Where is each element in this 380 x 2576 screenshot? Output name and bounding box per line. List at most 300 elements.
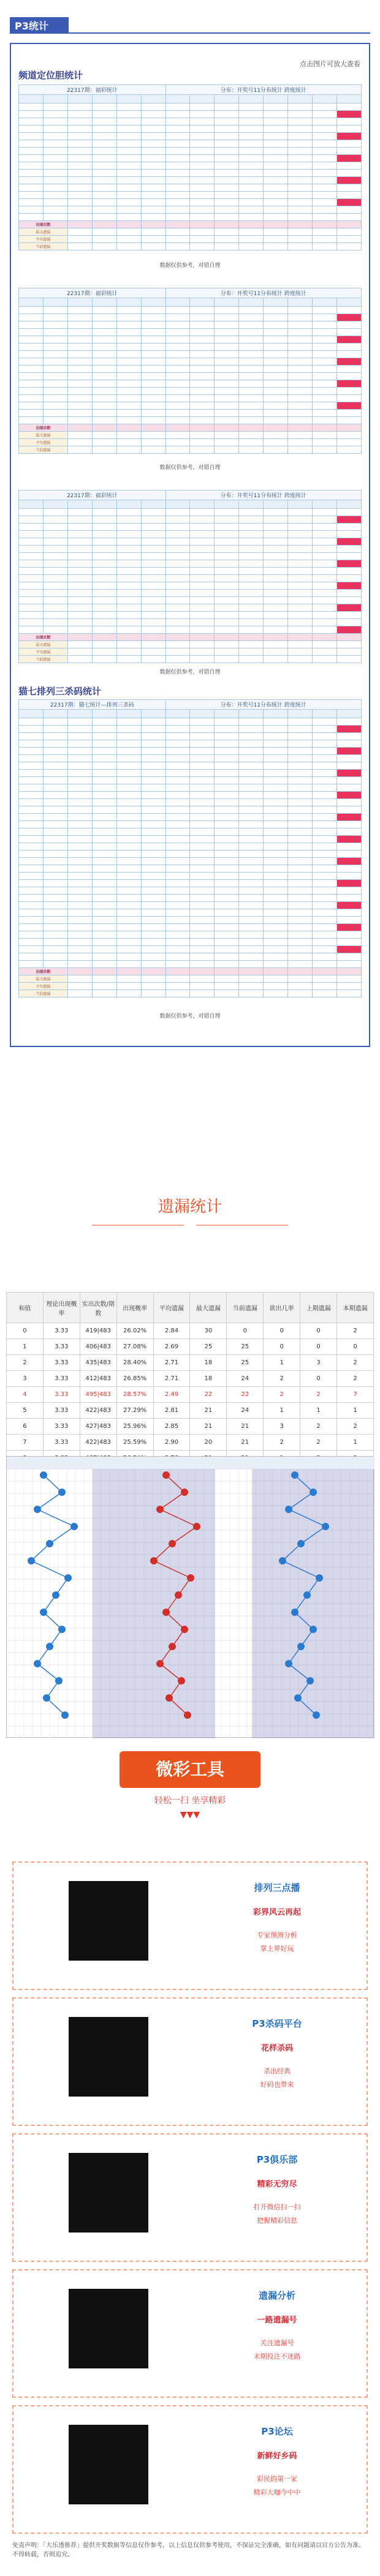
summary-row — [19, 228, 362, 236]
tools-arrows-icon: ▼▼▼ — [180, 1810, 200, 1820]
stat-cell: 21 — [190, 1403, 227, 1419]
table-row — [19, 133, 362, 140]
table-cell — [264, 546, 288, 553]
table-cell — [19, 192, 44, 199]
qr-code-icon — [69, 2153, 148, 2232]
table-cell — [336, 336, 361, 344]
table-cell — [43, 568, 67, 575]
table-row — [19, 887, 362, 895]
table-cell — [239, 755, 264, 762]
table-cell — [313, 880, 337, 887]
summary-cell — [190, 641, 215, 648]
table-cell — [67, 417, 92, 424]
table-cell — [141, 917, 165, 924]
table-cell — [141, 344, 165, 351]
table-row — [19, 184, 362, 192]
table-cell — [190, 516, 215, 524]
table-cell — [215, 192, 239, 199]
table-cell — [116, 148, 141, 155]
table-cell — [67, 792, 92, 799]
table-cell — [215, 814, 239, 821]
stat-row — [7, 1419, 374, 1435]
table-cell — [116, 126, 141, 133]
table-cell — [239, 828, 264, 836]
summary-cell — [336, 243, 361, 250]
table-cell — [336, 961, 361, 968]
table-cell — [313, 546, 337, 553]
table-cell — [165, 880, 190, 887]
table-cell — [313, 814, 337, 821]
summary-cell — [92, 648, 116, 656]
table-cell — [190, 321, 215, 329]
summary-row — [19, 990, 362, 997]
table-cell — [165, 590, 190, 597]
table-cell — [116, 214, 141, 221]
table-row — [19, 199, 362, 206]
table-cell — [336, 604, 361, 612]
table-cell — [141, 931, 165, 939]
table-cell — [190, 531, 215, 538]
table-cell — [43, 604, 67, 612]
table-cell — [264, 321, 288, 329]
table-cell — [264, 902, 288, 909]
table-cell — [264, 192, 288, 199]
table-row — [19, 103, 362, 111]
summary-cell — [190, 656, 215, 663]
stat-cell: 3 — [300, 1355, 337, 1371]
header-cell — [141, 710, 165, 718]
summary-cell — [336, 432, 361, 439]
table-cell — [215, 321, 239, 329]
table-cell — [92, 604, 116, 612]
summary-cell — [190, 968, 215, 975]
summary-cell — [67, 641, 92, 648]
table-cell — [288, 612, 313, 619]
summary-cell — [165, 990, 190, 997]
table-row — [19, 388, 362, 395]
table-cell — [141, 733, 165, 740]
table-cell — [336, 531, 361, 538]
summary-cell — [190, 648, 215, 656]
table-cell — [190, 546, 215, 553]
table-cell — [288, 199, 313, 206]
table-cell — [313, 612, 337, 619]
table-cell — [141, 177, 165, 184]
table-cell — [215, 612, 239, 619]
header-cell — [313, 500, 337, 509]
table-cell — [288, 784, 313, 792]
table-cell — [288, 358, 313, 366]
table-cell — [239, 895, 264, 902]
summary-cell — [190, 990, 215, 997]
table-cell — [288, 851, 313, 858]
header-cell — [313, 298, 337, 307]
summary-row — [19, 243, 362, 250]
summary-cell — [264, 221, 288, 228]
table-cell — [165, 568, 190, 575]
table-cell — [215, 329, 239, 336]
table-cell — [165, 821, 190, 828]
table-cell — [165, 931, 190, 939]
table-cell — [67, 192, 92, 199]
table-cell — [264, 344, 288, 351]
header-cell — [239, 710, 264, 718]
table-cell — [141, 718, 165, 726]
table-cell — [165, 170, 190, 177]
table-row — [19, 140, 362, 148]
table-cell — [165, 762, 190, 770]
table-cell — [239, 553, 264, 560]
table-cell — [43, 821, 67, 828]
table-cell — [313, 865, 337, 873]
table-cell — [288, 531, 313, 538]
table-cell — [116, 155, 141, 162]
table-cell — [288, 314, 313, 321]
table-cell — [336, 184, 361, 192]
table-cell — [92, 626, 116, 634]
summary-cell — [215, 221, 239, 228]
table-cell — [116, 821, 141, 828]
summary-cell — [141, 439, 165, 446]
table-cell — [67, 582, 92, 590]
stat-cell: 406|483 — [80, 1339, 116, 1355]
table-cell — [165, 516, 190, 524]
table-cell — [313, 516, 337, 524]
table-cell — [239, 314, 264, 321]
table-cell — [67, 604, 92, 612]
summary-cell — [165, 968, 190, 975]
summary-cell — [264, 236, 288, 243]
summary-cell — [264, 990, 288, 997]
stat-cell: 25.96% — [116, 1419, 153, 1435]
summary-cell — [92, 641, 116, 648]
table-cell — [43, 351, 67, 358]
table-cell — [43, 784, 67, 792]
table-row — [19, 777, 362, 784]
table-row — [19, 516, 362, 524]
table-cell — [67, 814, 92, 821]
table-cell — [288, 909, 313, 917]
table-cell — [288, 538, 313, 546]
table-cell — [116, 597, 141, 604]
table-cell — [190, 307, 215, 314]
table-cell — [141, 192, 165, 199]
table-cell — [190, 162, 215, 170]
table-cell — [239, 946, 264, 953]
table-cell — [239, 192, 264, 199]
table-cell — [165, 582, 190, 590]
table-cell — [116, 162, 141, 170]
table-cell — [116, 953, 141, 961]
table-cell — [264, 184, 288, 192]
table-cell — [190, 843, 215, 851]
stat-header: 和值 — [7, 1293, 44, 1323]
table-cell — [288, 619, 313, 626]
stat-cell: 1 — [264, 1355, 300, 1371]
table-cell — [92, 162, 116, 170]
table-cell — [43, 931, 67, 939]
table-cell — [215, 902, 239, 909]
table-cell — [141, 755, 165, 762]
table-cell — [92, 939, 116, 946]
summary-cell — [336, 983, 361, 990]
table-cell — [141, 784, 165, 792]
summary-row — [19, 968, 362, 975]
summary-cell — [141, 446, 165, 454]
table-cell — [190, 770, 215, 777]
table-row — [19, 307, 362, 314]
table-cell — [116, 307, 141, 314]
table-cell — [19, 148, 44, 155]
table-cell — [116, 909, 141, 917]
summary-cell — [313, 243, 337, 250]
table-cell — [43, 321, 67, 329]
table-cell — [165, 336, 190, 344]
table-cell — [19, 560, 44, 568]
table-cell — [67, 118, 92, 126]
summary-cell — [239, 641, 264, 648]
table-cell — [165, 909, 190, 917]
table-cell — [92, 799, 116, 806]
table-cell — [336, 366, 361, 373]
table-cell — [19, 887, 44, 895]
table-cell — [92, 821, 116, 828]
table-cell — [190, 192, 215, 199]
table-cell — [336, 799, 361, 806]
table-cell — [336, 538, 361, 546]
stat-cell: 3.33 — [43, 1419, 80, 1435]
card-line: 精彩大咖今中中 — [253, 2488, 301, 2496]
card-line: 关注遗漏号 — [260, 2339, 294, 2347]
table-cell — [165, 126, 190, 133]
table-cell — [165, 806, 190, 814]
card-line: 杀出经典 — [264, 2067, 291, 2075]
table-cell — [264, 851, 288, 858]
table-cell — [215, 619, 239, 626]
table-cell — [19, 351, 44, 358]
table-cell — [165, 177, 190, 184]
table-cell — [19, 568, 44, 575]
summary-cell — [67, 634, 92, 641]
table-cell — [288, 118, 313, 126]
table-cell — [19, 410, 44, 417]
card-title: 遗漏分析 — [258, 2290, 295, 2301]
table-cell — [43, 726, 67, 733]
table-cell — [264, 873, 288, 880]
table-cell — [116, 799, 141, 806]
summary-cell — [116, 990, 141, 997]
table-cell — [19, 307, 44, 314]
table-cell — [190, 909, 215, 917]
table-cell — [141, 184, 165, 192]
card-subtitle: 彩界风云再起 — [253, 1908, 301, 1917]
stat-cell: 3 — [264, 1419, 300, 1435]
table-cell — [19, 402, 44, 410]
table-cell — [215, 199, 239, 206]
table-cell — [67, 170, 92, 177]
table-cell — [336, 148, 361, 155]
stat-cell: 422|483 — [80, 1403, 116, 1419]
table-cell — [165, 953, 190, 961]
table-cell — [313, 321, 337, 329]
summary-cell — [67, 228, 92, 236]
table-cell — [336, 417, 361, 424]
table-cell — [190, 597, 215, 604]
table-cell — [288, 546, 313, 553]
summary-cell — [215, 975, 239, 983]
table-cell — [116, 410, 141, 417]
table-cell — [264, 524, 288, 531]
summary-cell — [165, 439, 190, 446]
table-cell — [215, 509, 239, 516]
table-cell — [43, 917, 67, 924]
table-cell — [43, 402, 67, 410]
table-cell — [313, 553, 337, 560]
table-cell — [336, 814, 361, 821]
table-cell — [239, 351, 264, 358]
table-cell — [215, 858, 239, 865]
table-cell — [288, 388, 313, 395]
table-cell — [239, 206, 264, 214]
table-cell — [116, 553, 141, 560]
table-cell — [67, 953, 92, 961]
table-cell — [43, 740, 67, 748]
table-cell — [67, 214, 92, 221]
stat-row — [7, 1323, 374, 1339]
table-cell — [92, 155, 116, 162]
table-cell — [67, 946, 92, 953]
table-cell — [116, 770, 141, 777]
table-cell — [288, 329, 313, 336]
table-cell — [19, 865, 44, 873]
table-row — [19, 177, 362, 184]
table-cell — [313, 939, 337, 946]
table-row — [19, 806, 362, 814]
header-cell — [141, 500, 165, 509]
table-cell — [239, 836, 264, 843]
header-cell — [19, 298, 44, 307]
qr-code-icon — [69, 2425, 148, 2504]
table-cell — [92, 199, 116, 206]
table-cell — [67, 206, 92, 214]
summary-cell — [239, 243, 264, 250]
table-cell — [43, 953, 67, 961]
header-cell — [165, 298, 190, 307]
table-cell — [67, 560, 92, 568]
table-cell — [19, 733, 44, 740]
table-cell — [43, 590, 67, 597]
table-cell — [116, 843, 141, 851]
table-cell — [215, 388, 239, 395]
table-cell — [67, 509, 92, 516]
summary-cell — [239, 968, 264, 975]
table-cell — [43, 806, 67, 814]
table-cell — [92, 836, 116, 843]
table-cell — [288, 214, 313, 221]
table-cell — [141, 358, 165, 366]
summary-cell — [141, 975, 165, 983]
table-cell — [264, 762, 288, 770]
table-cell — [190, 126, 215, 133]
table-cell — [336, 395, 361, 402]
table-cell — [116, 351, 141, 358]
table-cell — [313, 388, 337, 395]
summary-cell — [313, 236, 337, 243]
table-cell — [67, 799, 92, 806]
table-cell — [19, 770, 44, 777]
table-cell — [313, 590, 337, 597]
summary-cell — [190, 228, 215, 236]
table-cell — [19, 718, 44, 726]
table-cell — [165, 828, 190, 836]
table-cell — [313, 314, 337, 321]
table-cell — [264, 612, 288, 619]
table-cell — [43, 718, 67, 726]
table-cell — [239, 604, 264, 612]
summary-cell — [313, 975, 337, 983]
table-cell — [67, 733, 92, 740]
table-cell — [19, 799, 44, 806]
summary-cell — [264, 439, 288, 446]
table-cell — [264, 103, 288, 111]
table-cell — [288, 568, 313, 575]
table-cell — [43, 626, 67, 634]
table-cell — [215, 597, 239, 604]
table-cell — [67, 887, 92, 895]
table-cell — [215, 575, 239, 582]
summary-row — [19, 983, 362, 990]
table-cell — [92, 953, 116, 961]
table-cell — [239, 740, 264, 748]
summary-cell — [165, 983, 190, 990]
stat-cell: 24 — [227, 1403, 264, 1419]
summary-cell — [190, 432, 215, 439]
summary-cell — [239, 432, 264, 439]
table-cell — [190, 155, 215, 162]
summary-cell — [92, 439, 116, 446]
table-cell — [19, 126, 44, 133]
table-cell — [190, 865, 215, 873]
summary-cell — [116, 656, 141, 663]
table-cell — [215, 118, 239, 126]
table-cell — [239, 590, 264, 597]
summary-row — [19, 446, 362, 454]
stat-cell: 0 — [227, 1323, 264, 1339]
stat-cell: 2 — [300, 1387, 337, 1403]
table-cell — [43, 155, 67, 162]
table4-source: 数据仅供参考，对错自理 — [159, 1013, 221, 1020]
table-cell — [239, 909, 264, 917]
stat-header: 本期遗漏 — [337, 1293, 374, 1323]
summary-cell — [92, 432, 116, 439]
table-row — [19, 560, 362, 568]
summary-cell — [215, 656, 239, 663]
table-cell — [336, 597, 361, 604]
table-cell — [141, 516, 165, 524]
table-cell — [264, 155, 288, 162]
table-cell — [190, 575, 215, 582]
table-cell — [190, 336, 215, 344]
table-cell — [141, 946, 165, 953]
summary-cell — [336, 968, 361, 975]
table-cell — [141, 740, 165, 748]
table-cell — [288, 902, 313, 909]
section1-title: 频道定位胆统计 — [18, 70, 83, 81]
stat-cell: 3.33 — [43, 1435, 80, 1451]
summary-cell — [141, 228, 165, 236]
table-cell — [19, 214, 44, 221]
table-cell — [165, 619, 190, 626]
